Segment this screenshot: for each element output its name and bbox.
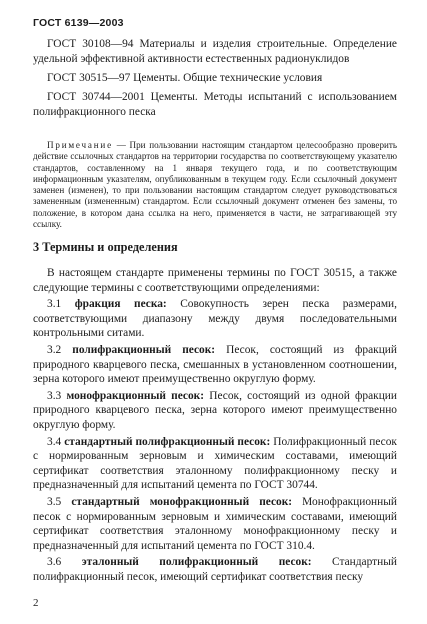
- term-number: 3.2: [47, 343, 62, 356]
- term-number: 3.5: [47, 495, 62, 508]
- reference-item: ГОСТ 30744—2001 Цементы. Методы испытаний с использованием полифракционного песка: [33, 91, 397, 118]
- term-name: стандартный полифракционный песок:: [64, 435, 271, 448]
- term-item: [33, 555, 397, 584]
- note-label: Примечание: [47, 140, 113, 150]
- term-definition: Полифракционный песок с нормированным зерновым и химическим составами, имеющий сертификат соответствия эталонному полифракционному песку и предназначенный для испытаний цемента по ГОСТ 30744.: [33, 435, 397, 492]
- note-text: — При пользовании настоящим стандартом целесообразно проверить действие ссылочных стандартов на территории государства по соответствующему указателю стандартов, составленному на 1 января текущего года, и по соответствующим информационным указателям, опубликованным в текущем году. Если ссылочный документ заменен (изменен), то при пользовании настоящим стандартом следует руководствоваться замененным (измененным) стандартом. Если ссылочный документ отменен без замены, то положение, в котором дана ссылка на него, применяется в части, не затрагивающей эту ссылку.: [33, 140, 397, 230]
- term-item: [33, 343, 397, 387]
- term-item: [33, 297, 397, 341]
- terms-section: [33, 266, 397, 586]
- term-item: [33, 495, 397, 553]
- term-definition: Монофракционный песок с нормированным зерновым и химическим составами, имеющий сертификат соответствия эталонному монофракционному песку и предназначенный для испытаний цемента по ГОСТ 310.4.: [33, 495, 397, 552]
- term-definition: Песок, состоящий из одной фракции природного кварцевого песка, зерна которого имеют преимущественно округлую форму.: [33, 389, 397, 431]
- section-intro: В настоящем стандарте применены термины по ГОСТ 30515, а также следующие термины с соответствующими определениями:: [33, 267, 397, 294]
- term-number: 3.1: [47, 298, 62, 311]
- term-name: стандартный монофракционный песок:: [71, 495, 293, 508]
- term-name: полифракционный песок:: [72, 343, 216, 356]
- page-header-standard: ГОСТ 6139—2003: [33, 17, 124, 29]
- term-definition: Песок, состоящий из фракций природного кварцевого песка, смешанных в установленном соотношении, зерна которого имеют преимущественно округлую форму.: [33, 343, 397, 386]
- term-item: [33, 435, 397, 493]
- section-title: 3 Термины и определения: [33, 240, 178, 254]
- page-number: 2: [33, 597, 39, 609]
- term-number: 3.6: [47, 556, 62, 569]
- term-number: 3.3: [47, 389, 62, 402]
- term-item: [33, 389, 397, 433]
- reference-item: ГОСТ 30515—97 Цементы. Общие технические условия: [47, 72, 323, 84]
- term-name: монофракционный песок:: [66, 389, 204, 402]
- note-block: [33, 140, 397, 230]
- term-name: эталонный полифракционный песок:: [81, 556, 312, 569]
- term-definition: Совокупность зерен песка размерами, соответствующими диапазону между двумя последовательными контрольными ситами.: [33, 298, 397, 340]
- reference-item: ГОСТ 30108—94 Материалы и изделия строительные. Определение удельной эффективной активности естественных радионуклидов: [33, 38, 397, 65]
- term-definition: Стандартный полифракционный песок, имеющий сертификат соответствия песку: [33, 556, 397, 583]
- term-name: фракция песка:: [74, 298, 167, 311]
- normative-references: [33, 37, 397, 124]
- term-number: 3.4: [47, 435, 62, 448]
